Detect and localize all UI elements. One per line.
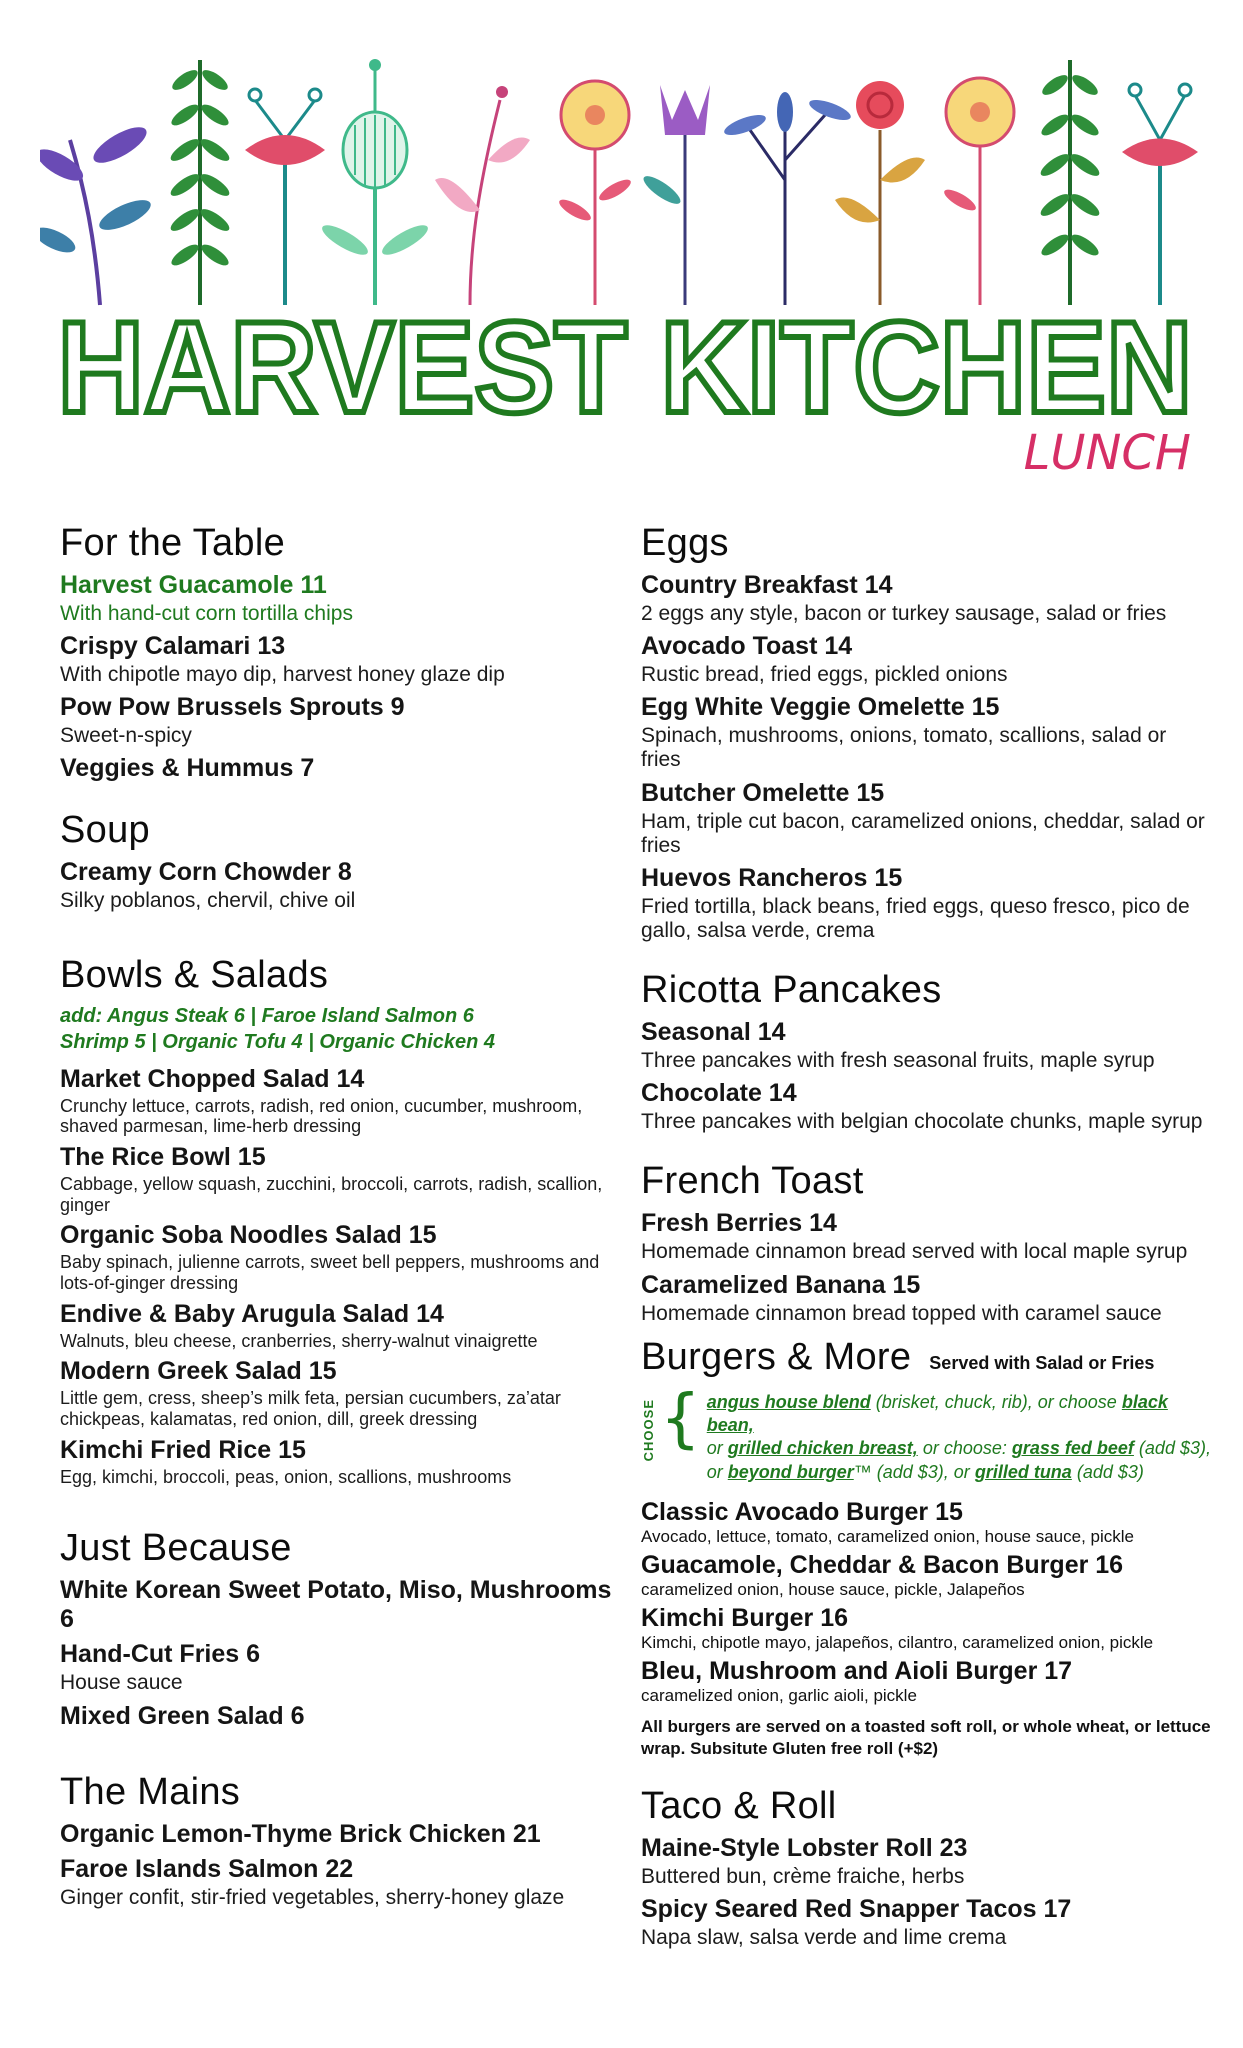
burger-choice-block — [641, 1381, 1211, 1485]
burger-name: Kimchi Burger 16 — [641, 1604, 849, 1633]
pink-teal-flower-icon — [245, 89, 325, 305]
mint-pod-flower-icon — [318, 59, 431, 305]
menu-item-desc: Rustic bread, fried eggs, pickled onions — [641, 663, 1008, 687]
menu-item-desc: 2 eggs any style, bacon or turkey sausage, salad or fries — [641, 602, 1167, 625]
menu-item-desc: Buttered bun, crème fraiche, herbs — [641, 1864, 965, 1888]
menu-item-desc: With hand-cut corn tortilla chips — [60, 602, 353, 625]
menu-item-name: Pow Pow Brussels Sprouts 9 — [60, 693, 405, 722]
burger-desc: Avocado, lettuce, tomato, caramelized onion, house sauce, pickle — [641, 1527, 1134, 1547]
menu-item-desc: Ham, triple cut bacon, caramelized onions, cheddar, salad or fries — [641, 809, 1205, 857]
menu-item-desc: Homemade cinnamon bread served with local maple syrup — [641, 1240, 1188, 1264]
burger-desc: caramelized onion, garlic aioli, pickle — [641, 1686, 917, 1706]
purple-sprig-icon — [40, 120, 155, 305]
section-title-burgers: Burgers & More — [641, 1335, 912, 1378]
section-title-soup: Soup — [60, 809, 150, 852]
menu-item-name: Mixed Green Salad 6 — [60, 1701, 305, 1730]
menu-item-name: Huevos Rancheros 15 — [641, 863, 903, 892]
burger-desc: caramelized onion, house sauce, pickle, Jalapeños — [641, 1580, 1025, 1600]
section-title-french-toast: French Toast — [641, 1160, 864, 1203]
menu-item-name: Country Breakfast 14 — [641, 571, 893, 599]
menu-item-name: Veggies & Hummus 7 — [60, 754, 315, 783]
menu-item-desc: Egg, kimchi, broccoli, peas, onion, scallions, mushrooms — [60, 1466, 512, 1487]
section-title-ricotta-pancakes: Ricotta Pancakes — [641, 969, 942, 1012]
menu-item-name: Hand-Cut Fries 6 — [60, 1640, 261, 1669]
menu-item-desc: Crunchy lettuce, carrots, radish, red onion, cucumber, mushroom, shaved parmesan, lime-herb dressing — [60, 1095, 583, 1137]
purple-tulip-icon — [640, 85, 710, 305]
menu-item-desc: Little gem, cress, sheep’s milk feta, persian cucumbers, za’atar chickpeas, kalamatas, red onion, dill, greek dressing — [60, 1388, 561, 1430]
section-title-just-because: Just Because — [60, 1527, 292, 1570]
menu-item-name: Modern Greek Salad 15 — [60, 1357, 337, 1386]
menu-item-desc: House sauce — [60, 1671, 183, 1695]
menu-left-column — [60, 522, 630, 1910]
choose-label: CHOOSE — [641, 1398, 656, 1462]
menu-item-name: Organic Soba Noodles Salad 15 — [60, 1221, 437, 1250]
menu-item-desc: With chipotle mayo dip, harvest honey glaze dip — [60, 663, 505, 687]
meal-label: LUNCH — [1023, 425, 1191, 481]
menu-item-name: The Rice Bowl 15 — [60, 1142, 266, 1171]
menu-item-name: Kimchi Fried Rice 15 — [60, 1435, 306, 1464]
green-fern-2-icon — [1038, 60, 1103, 305]
menu-right-column — [641, 522, 1211, 1950]
brand-logo — [55, 300, 1195, 430]
menu-item-desc: Homemade cinnamon bread topped with caramel sauce — [641, 1301, 1162, 1325]
menu-item-desc: Three pancakes with belgian chocolate chunks, maple syrup — [641, 1110, 1203, 1134]
menu-item-name: Chocolate 14 — [641, 1079, 797, 1108]
section-title-the-mains: The Mains — [60, 1770, 241, 1813]
menu-item-name: Seasonal 14 — [641, 1018, 786, 1047]
menu-item-desc: Ginger confit, stir-fried vegetables, sherry-honey glaze — [60, 1885, 565, 1909]
menu-item-name: Caramelized Banana 15 — [641, 1270, 921, 1299]
addons-line: add: Angus Steak 6 | Faroe Island Salmon 6 — [60, 1004, 474, 1027]
pink-teal-flower-2-icon — [1122, 84, 1198, 305]
menu-item-name: Organic Lemon-Thyme Brick Chicken 21 — [60, 1819, 541, 1848]
menu-item-desc: Cabbage, yellow squash, zucchini, broccoli, carrots, radish, scallion, ginger — [60, 1173, 603, 1215]
yellow-flower-icon — [556, 81, 633, 305]
green-fern-icon — [168, 60, 233, 305]
menu-item-name: Avocado Toast 14 — [641, 632, 853, 661]
menu-item-desc: Napa slaw, salsa verde and lime crema — [641, 1925, 1007, 1949]
burgers-served-note: Served with Salad or Fries — [929, 1352, 1155, 1373]
menu-item-name: Creamy Corn Chowder 8 — [60, 858, 352, 887]
menu-item-desc: Fried tortilla, black beans, fried eggs, queso fresco, pico de gallo, salsa verde, crema — [641, 894, 1190, 942]
menu-item-name: Spicy Seared Red Snapper Tacos 17 — [641, 1894, 1072, 1923]
section-title-eggs: Eggs — [641, 522, 729, 564]
section-title-taco-roll: Taco & Roll — [641, 1784, 837, 1827]
menu-item-name: Fresh Berries 14 — [641, 1209, 837, 1238]
menu-item-name: White Korean Sweet Potato, Miso, Mushrooms 6 — [60, 1576, 612, 1634]
brace-icon: { — [660, 1381, 701, 1456]
choice-lines: angus house blend (brisket, chuck, rib), or choose black bean, or grilled chicken breast, or choose: grass fed beef (add $3), or beyond burger™ (add $3), or grilled tuna (add $3) — [706, 1391, 1211, 1482]
burger-name: Classic Avocado Burger 15 — [641, 1498, 963, 1527]
menu-item-name: Faroe Islands Salmon 22 — [60, 1854, 354, 1883]
menu-item-name: Market Chopped Salad 14 — [60, 1064, 365, 1093]
menu-item-desc: Silky poblanos, chervil, chive oil — [60, 889, 356, 913]
yellow-flower-2-icon — [941, 78, 1014, 305]
burger-name: Guacamole, Cheddar & Bacon Burger 16 — [641, 1551, 1124, 1580]
flower-illustration — [40, 40, 1200, 310]
section-title-bowls-salads: Bowls & Salads — [60, 953, 329, 996]
menu-item-desc: Sweet-n-spicy — [60, 724, 192, 748]
blue-branch-icon — [722, 92, 853, 305]
burger-bun-note: All burgers are served on a toasted soft roll, or whole wheat, or lettuce wrap. Subsitute Gluten free roll (+$2) — [641, 1717, 1211, 1758]
menu-item-desc: Walnuts, bleu cheese, cranberries, sherry-walnut vinaigrette — [60, 1330, 538, 1351]
burger-name: Bleu, Mushroom and Aioli Burger 17 — [641, 1657, 1073, 1686]
section-title-for-the-table: For the Table — [60, 522, 285, 564]
burger-desc: Kimchi, chipotle mayo, jalapeños, cilantro, caramelized onion, pickle — [641, 1633, 1154, 1653]
menu-item-name: Crispy Calamari 13 — [60, 632, 286, 661]
menu-item-desc: Three pancakes with fresh seasonal fruits, maple syrup — [641, 1049, 1155, 1073]
pink-stem-icon — [435, 86, 530, 305]
menu-item-name: Butcher Omelette 15 — [641, 778, 885, 807]
burgers-header — [641, 1336, 1211, 1385]
menu-item-name: Egg White Veggie Omelette 15 — [641, 693, 1000, 722]
menu-header — [0, 0, 1243, 481]
menu-item-name: Harvest Guacamole 11 — [60, 571, 327, 599]
menu-item-name: Maine-Style Lobster Roll 23 — [641, 1833, 968, 1862]
menu-item-name: Endive & Baby Arugula Salad 14 — [60, 1299, 444, 1328]
menu-item-desc: Baby spinach, julienne carrots, sweet bell peppers, mushrooms and lots-of-ginger dressing — [60, 1252, 600, 1293]
bowls-addons — [60, 1003, 630, 1055]
menu-item-desc: Spinach, mushrooms, onions, tomato, scallions, salad or fries — [641, 724, 1167, 772]
addons-line: Shrimp 5 | Organic Tofu 4 | Organic Chicken 4 — [60, 1030, 495, 1053]
svg-text:HARVEST KITCHEN: HARVEST KITCHEN — [57, 300, 1193, 430]
